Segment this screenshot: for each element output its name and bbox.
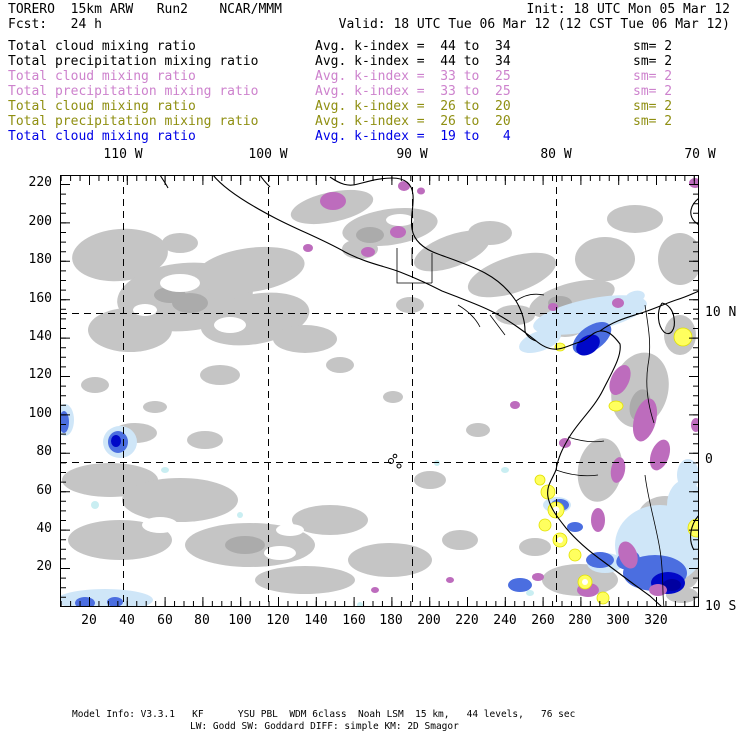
y-grid-label: 20: [36, 559, 52, 574]
x-grid-label: 60: [157, 613, 173, 628]
legend-row: [0, 84, 740, 99]
x-grid-label: 220: [455, 613, 479, 628]
legend-label: Total precipitation mixing ratio: [8, 54, 259, 69]
lat-label: 0: [705, 452, 713, 467]
x-grid-label: 40: [119, 613, 135, 628]
x-grid-label: 120: [266, 613, 290, 628]
galapagos-islands: [389, 454, 402, 468]
y-grid-label: 120: [28, 367, 52, 382]
x-grid-label: 160: [342, 613, 366, 628]
legend-row: [0, 114, 740, 129]
y-grid-label: 200: [28, 214, 52, 229]
legend-row: [0, 99, 740, 114]
x-grid-label: 260: [531, 613, 555, 628]
x-grid-label: 80: [194, 613, 210, 628]
y-grid-label: 160: [28, 291, 52, 306]
model-info-line2: LW: Godd SW: Goddard DIFF: simple KM: 2D Smagor: [190, 721, 459, 732]
legend-label: Total cloud mixing ratio: [8, 39, 196, 54]
cloud-field-gray: [62, 184, 699, 603]
legend-label: Total precipitation mixing ratio: [8, 84, 259, 99]
lon-label: 110 W: [103, 147, 143, 162]
lon-label: 90 W: [396, 147, 428, 162]
legend-sm: sm= 2: [633, 84, 673, 99]
legend-row: [0, 54, 740, 69]
legend-kindex: Avg. k-index = 19 to 4: [315, 129, 511, 144]
legend-label: Total cloud mixing ratio: [8, 129, 196, 144]
x-grid-label: 140: [304, 613, 328, 628]
map-canvas: [60, 175, 699, 607]
lon-label: 80 W: [540, 147, 572, 162]
x-grid-label: 180: [379, 613, 403, 628]
legend-sm: sm= 2: [633, 99, 673, 114]
x-grid-label: 20: [81, 613, 97, 628]
lon-label: 70 W: [684, 147, 716, 162]
lat-label: 10 N: [705, 305, 737, 320]
legend-kindex: Avg. k-index = 44 to 34: [315, 54, 511, 69]
legend-kindex: Avg. k-index = 44 to 34: [315, 39, 511, 54]
legend-row: [0, 69, 740, 84]
y-grid-label: 100: [28, 406, 52, 421]
legend-kindex: Avg. k-index = 26 to 20: [315, 114, 511, 129]
legend-kindex: Avg. k-index = 33 to 25: [315, 69, 511, 84]
y-grid-label: 40: [36, 521, 52, 536]
valid-time: Valid: 18 UTC Tue 06 Mar 12 (12 CST Tue 06 Mar 12): [338, 17, 730, 32]
y-grid-label: 140: [28, 329, 52, 344]
model-info-line1: Model Info: V3.3.1 KF YSU PBL WDM 6class Noah LSM 15 km, 44 levels, 76 sec: [72, 709, 576, 720]
lat-label: 10 S: [705, 599, 737, 614]
y-grid-label: 180: [28, 252, 52, 267]
y-grid-label: 80: [36, 444, 52, 459]
legend-row: [0, 129, 740, 144]
legend-kindex: Avg. k-index = 26 to 20: [315, 99, 511, 114]
legend-label: Total cloud mixing ratio: [8, 99, 196, 114]
y-grid-label: 220: [28, 175, 52, 190]
forecast-hour: Fcst: 24 h: [8, 17, 102, 32]
x-grid-label: 100: [228, 613, 252, 628]
x-grid-label: 240: [493, 613, 517, 628]
y-grid-label: 60: [36, 483, 52, 498]
x-grid-label: 280: [568, 613, 592, 628]
legend-sm: sm= 2: [633, 114, 673, 129]
legend-row: [0, 39, 740, 54]
x-grid-label: 200: [417, 613, 441, 628]
legend-kindex: Avg. k-index = 33 to 25: [315, 84, 511, 99]
x-grid-label: 300: [606, 613, 630, 628]
legend-label: Total cloud mixing ratio: [8, 69, 196, 84]
model-title: TORERO 15km ARW Run2 NCAR/MMM: [8, 2, 282, 17]
init-time: Init: 18 UTC Mon 05 Mar 12: [526, 2, 730, 17]
lon-label: 100 W: [248, 147, 288, 162]
legend-sm: sm= 2: [633, 54, 673, 69]
legend-sm: sm= 2: [633, 39, 673, 54]
legend-sm: sm= 2: [633, 69, 673, 84]
x-grid-label: 320: [644, 613, 668, 628]
legend-label: Total precipitation mixing ratio: [8, 114, 259, 129]
